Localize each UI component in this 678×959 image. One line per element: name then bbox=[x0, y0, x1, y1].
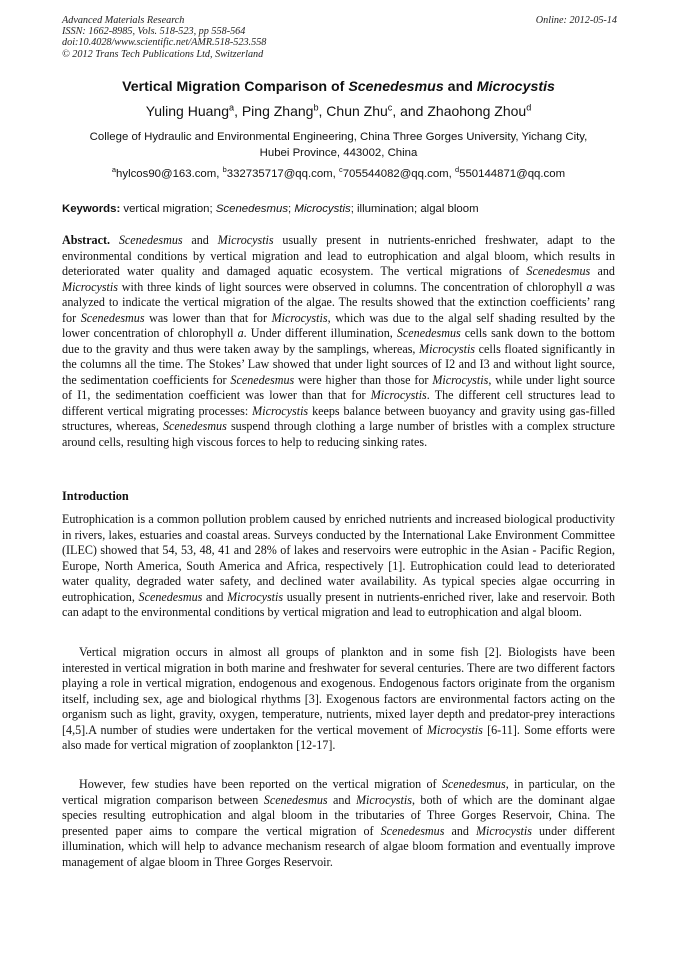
text-run: suspend through clothing a large number of bristles with a complex structure around cells, resulting high viscous forces to help to reducing sinking rates. bbox=[62, 419, 615, 449]
author-separator: , and bbox=[392, 103, 428, 119]
affiliation-line-2: Hubei Province, 443002, China bbox=[259, 147, 418, 159]
author-separator: , bbox=[234, 103, 242, 119]
online-date: Online: 2012-05-14 bbox=[535, 15, 617, 26]
text-run: with three kinds of light sources were observed in columns. The concentration of chlorophyll bbox=[117, 279, 587, 294]
italic-term: Scenedesmus bbox=[441, 777, 506, 791]
text-run: , in particular, on the vertical migration comparison between bbox=[62, 777, 615, 807]
keywords bbox=[62, 202, 615, 216]
title-and: and bbox=[443, 79, 477, 95]
italic-term: Microcystis bbox=[475, 823, 532, 838]
email-list bbox=[62, 167, 615, 181]
italic-term: Microcystis bbox=[419, 341, 476, 356]
keyword-genus: Microcystis bbox=[294, 203, 351, 215]
paragraph-text bbox=[62, 645, 615, 754]
italic-term: Microcystis bbox=[426, 722, 483, 737]
author-name: Chun Zhu bbox=[326, 103, 388, 119]
author-affil-mark: a bbox=[229, 102, 235, 113]
text-run: and bbox=[590, 264, 615, 278]
affiliation bbox=[62, 129, 615, 161]
text-run: and bbox=[327, 792, 356, 807]
email-mark: d bbox=[455, 165, 460, 175]
italic-term: Microcystis bbox=[252, 403, 309, 418]
email-mark: c bbox=[339, 165, 343, 175]
author-affil-mark: c bbox=[387, 102, 393, 113]
text-run: , both of which are the dominant algae species resulting eutrophication and algal bloom in the tributaries of Three Gorges Reservoir, China. The presented paper aims to compare the vertical migration of bbox=[62, 792, 615, 838]
email-address: 332735717@qq.com bbox=[226, 168, 333, 180]
title-prefix: Vertical Migration Comparison of bbox=[122, 79, 349, 95]
abstract bbox=[62, 233, 615, 450]
affiliation-line-1: College of Hydraulic and Environmental Engineering, China Three Gorges University, Yichang City, bbox=[89, 131, 588, 143]
text-run: usually present in nutrients-enriched freshwater, adapt to the environmental conditions by vertical migration and lead to eutrophication and algal bloom, which results in deteriorated water quality and damaged aquatic ecosystem. The vertical migrations of bbox=[62, 233, 615, 278]
title-genus-scenedesmus: Scenedesmus bbox=[348, 79, 444, 95]
author-separator: , bbox=[318, 103, 327, 119]
copyright-line: © 2012 Trans Tech Publications Ltd, Switzerland bbox=[62, 48, 264, 60]
keywords-items bbox=[120, 203, 478, 215]
text-run: Eutrophication is a common pollution problem caused by enriched nutrients and increased biological productivity in rivers, lakes, estuaries and coastal areas. Surveys conducted by the International Lake Environment Committee (ILEC) showed that 54, 53, 48, 41 and 28% of lakes and reservoirs were eutrophic in the Asian - Pacific Region, Europe, North America, South America and Africa, respectively [1]. Eutrophication could lead to deteriorated water quality, degraded water safety, and declined water availability. As typical species algae occurring in eutrophication, bbox=[62, 512, 615, 604]
title-genus-microcystis: Microcystis bbox=[476, 79, 555, 95]
italic-term: Scenedesmus bbox=[396, 326, 461, 340]
paragraph-text bbox=[62, 512, 615, 621]
email-separator: , bbox=[216, 168, 223, 180]
abstract-paragraph bbox=[62, 233, 615, 450]
text-run bbox=[110, 233, 119, 247]
keyword-text: ; illumination; algal bloom bbox=[350, 203, 479, 215]
author-affil-mark: b bbox=[313, 102, 319, 113]
intro-paragraph-1 bbox=[62, 512, 615, 621]
text-run: However, few studies have been reported on the vertical migration of bbox=[79, 777, 442, 791]
intro-paragraph-2 bbox=[62, 645, 615, 754]
italic-term: Microcystis bbox=[355, 792, 412, 807]
italic-term: Scenedesmus bbox=[526, 264, 591, 278]
text-run: was analyzed to indicate the vertical migration of the algae. The results showed that the extinction coefficients’ rang for bbox=[62, 279, 615, 325]
email-address: 705544082@qq.com bbox=[342, 168, 449, 180]
email-mark: b bbox=[222, 165, 227, 175]
text-run: and bbox=[444, 823, 476, 838]
italic-term: Scenedesmus bbox=[118, 233, 183, 247]
abstract-label: Abstract. bbox=[62, 233, 111, 247]
author-name: Yuling Huang bbox=[145, 103, 229, 119]
italic-term: Microcystis bbox=[62, 279, 118, 294]
text-run: . The different cell structures lead to different vertical migrating processes: bbox=[62, 388, 615, 418]
text-run: , while under light source of I1, the sedimentation coefficient was lower than that for bbox=[62, 372, 615, 402]
journal-name: Advanced Materials Research bbox=[62, 15, 185, 26]
email-mark: a bbox=[111, 165, 117, 175]
email-separator: , bbox=[332, 168, 340, 180]
text-run: Vertical migration occurs in almost all groups of plankton and in some fish [2]. Biologists have been interested in vertical migration in both marine and freshwater for several centuries. There are two different factors playing a role in vertical migration, endogenous and exogenous. Endogenous factors originate from the organism itself, including sex, age and biological rhythms [3]. Exogenous factors are environmental factors acting on the organism such as light, gravity, oxygen, temperature, nutrients, mixed layer depth and predator-prey interactions [4,5].A number of studies were undertaken for the vertical movement of bbox=[62, 645, 615, 737]
keyword-text: ; bbox=[288, 203, 295, 215]
email-separator: , bbox=[448, 168, 455, 180]
keyword-genus: Scenedesmus bbox=[215, 203, 289, 215]
italic-term: Scenedesmus bbox=[80, 310, 145, 325]
italic-term: a bbox=[237, 326, 244, 340]
text-run: keeps balance between buoyancy and gravity using gas-filled structures, whereas, bbox=[62, 403, 615, 433]
keywords-label: Keywords: bbox=[62, 203, 121, 215]
author-name: Ping Zhang bbox=[241, 103, 314, 119]
text-run: cells sank down to the bottom due to the gravity and thus were taken away by the samplings, whereas, bbox=[62, 326, 615, 356]
author-list bbox=[62, 102, 615, 120]
paper-title bbox=[62, 79, 615, 96]
text-run: [6-11]. Some efforts were also made for vertical migration of zooplankton [12-17]. bbox=[62, 722, 615, 752]
journal-header bbox=[62, 15, 617, 60]
text-run: was lower than that for bbox=[144, 310, 272, 325]
author-name: Zhaohong Zhou bbox=[427, 103, 527, 119]
italic-term: Scenedesmus bbox=[263, 792, 328, 807]
issn-line: ISSN: 1662-8985, Vols. 518-523, pp 558-564 bbox=[62, 26, 246, 38]
italic-term: Scenedesmus bbox=[380, 823, 445, 838]
italic-term: Scenedesmus bbox=[138, 589, 203, 604]
text-run: were higher than those for bbox=[294, 372, 433, 387]
italic-term: Microcystis bbox=[217, 233, 274, 247]
author-affil-mark: d bbox=[526, 102, 532, 113]
italic-term: Microcystis bbox=[271, 310, 328, 325]
text-run: , which was due to the algal self shading resulted by the lower concentration of chlorophyll bbox=[62, 310, 616, 340]
italic-term: Microcystis bbox=[370, 388, 427, 402]
email-address: 550144871@qq.com bbox=[459, 168, 566, 180]
italic-term: a bbox=[586, 279, 593, 294]
doi-line: doi:10.4028/www.scientific.net/AMR.518-523.558 bbox=[62, 37, 267, 49]
italic-term: Microcystis bbox=[227, 589, 284, 604]
text-run: and bbox=[182, 233, 218, 247]
italic-term: Scenedesmus bbox=[230, 372, 295, 387]
italic-term: Scenedesmus bbox=[163, 419, 227, 433]
text-run: usually present in nutrients-enriched river, lake and reservoir. Both can adapt to the environmental conditions by vertical migration and lead to eutrophication and algal bloom. bbox=[62, 589, 615, 619]
text-run: cells floated significantly in the columns all the time. The Stokes’ Law showed that under light sources of I2 and I3 and without light source, the sedimentation coefficients for bbox=[62, 341, 615, 387]
introduction-heading: Introduction bbox=[62, 489, 129, 503]
text-run: . Under different illumination, bbox=[243, 326, 397, 340]
text-run: and bbox=[202, 589, 228, 604]
email-address: hylcos90@163.com bbox=[116, 168, 217, 180]
intro-paragraph-3 bbox=[62, 777, 615, 870]
text-run: under different illumination, which will help to advance mechanism research of algae bloom formation and eventually improve management of algae bloom in Three Gorges Reservoir. bbox=[62, 823, 616, 869]
paragraph-text bbox=[62, 777, 615, 870]
italic-term: Microcystis bbox=[432, 372, 489, 387]
keyword-text: vertical migration; bbox=[120, 203, 216, 215]
